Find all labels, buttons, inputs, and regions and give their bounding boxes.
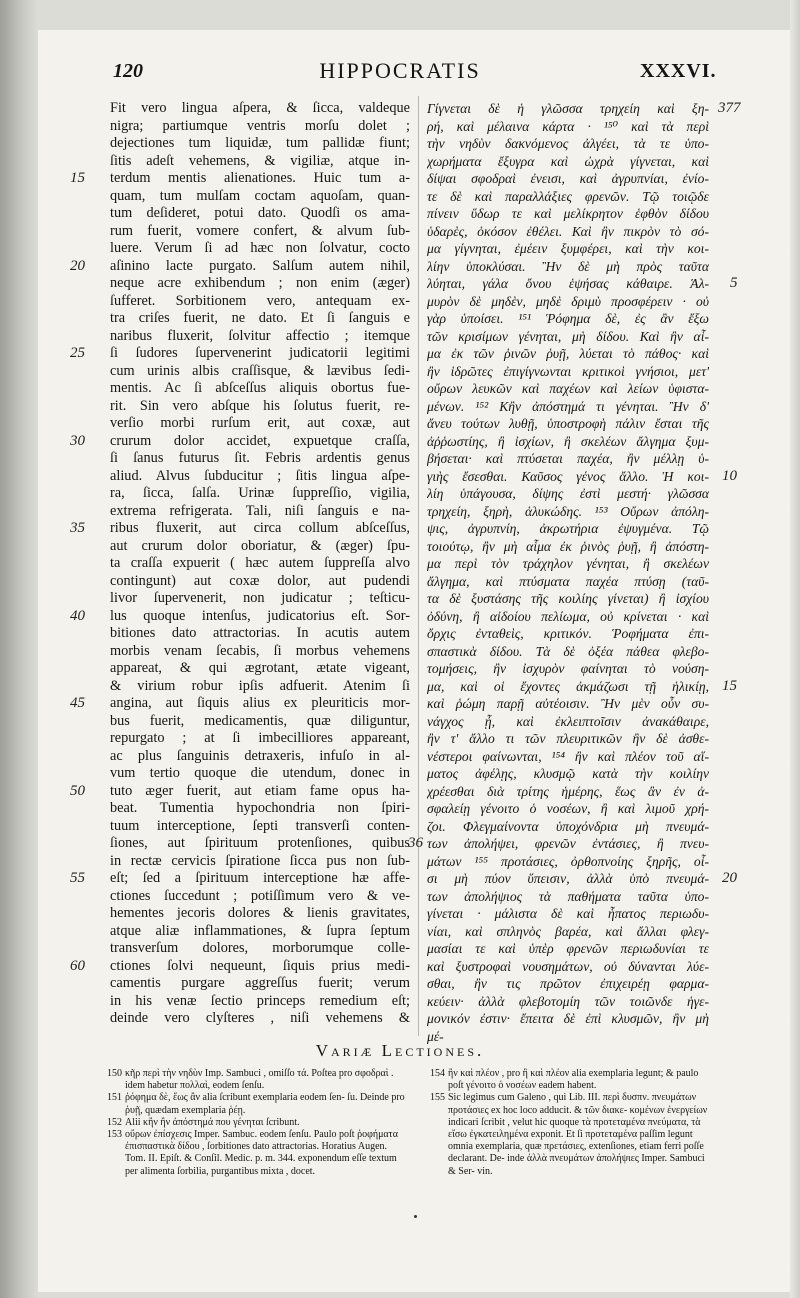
note-text: Alii κἢν ἢν ἀπόστημά που γένηται ſcribunt. [125,1116,300,1128]
greek-line: μάτων ¹⁵⁵ προτάσιες, ὀρθοπνοίης ξηρῆς, οἷ- [427,853,709,869]
variae-word: Variæ [315,1041,375,1060]
greek-line: τῶν κρισίμων γένηται, μὴ δίδου. Καὶ ἢν αἷ- [427,328,709,344]
greek-line: λύηται, γάλα ὄνου ἑψήσας κάθαιρε. Ἁλ- [427,276,709,291]
latin-line: repurgato ; at ſi imbecilliores appareant, [110,730,410,746]
latin-line: tum deſideret, potui dato. Quodſi os ama- [110,205,410,221]
greek-line: μα, καὶ οἱ ἔχοντες ἀκμάζωσι τῇ ἡλικίῃ, [427,678,709,694]
latin-column [110,100,410,1028]
greek-line: μασίαι τε καὶ ὑπὲρ φρενῶν περιωδυνίαι τε [427,941,709,956]
note-number: 153 [107,1129,122,1141]
latin-line: atque aliæ inflammationes, & ſupra ſeptum [110,922,410,939]
latin-line-number: 30 [70,432,85,449]
latin-line: tuto æger fuerit, aut etiam fame opus ha- [110,782,410,799]
latin-line: quam, tum mulſam coctam aquoſam, quan- [110,187,410,204]
section-number: XXXVI. [640,60,717,82]
greek-line: Γίγνεται δὲ ἡ γλῶσσα τρηχείη καὶ ξη- [427,101,709,116]
greek-line: τὴν νηδὺν δακνόμενος ἀλγέει, τὰ τε ὑπο- [427,136,709,151]
greek-line: νάγχος ᾖ, καὶ ἐκλειπτοῖσιν ἀνακάθαιρε, [427,713,709,729]
note-text: οὔρων ἐπίσχεσις Imper. Sambuc. eodem ſenſu. Paulo poſt ῥοφήματα ἐπισπαστικὰ δίδου , ſorbitiones dato attractorias. Horatius Augen. Tom. II. Epiſt. & Conſil. Medic. p. m. 344. exponendum eſſe textum per alimenta ſorbilia, purgantibus mixta , docet. [125,1129,398,1177]
latin-line: tuum interceptione, ſepti transverſi conten- [110,817,410,834]
greek-line: μα γίγνηται, ἐμέειν ξυμφέρει, καὶ τὴν κοι- [427,241,709,256]
greek-line-number: 5 [730,275,738,291]
latin-line: rum fuerit, vomere confert, & alvum ſub- [110,222,410,239]
latin-line-number: 40 [70,607,85,624]
greek-line: μυρὸν δὲ μηδὲν, μηδὲ δριμὺ προσφέρειν · οὐ [427,293,709,309]
greek-line-number: 377 [718,100,741,116]
variant-note [107,1129,409,1178]
greek-line: ὀδύνη, ἢ αἰδοίου πελίωμα, οὐ κρίνεται · καὶ [427,608,709,624]
latin-line: transverſum dolores, morborumque colle- [110,940,410,956]
latin-line: ra, ſicca, ſalſa. Urinæ ſuppreſſio, vigilia, [110,485,410,501]
greek-line: τε δὲ καὶ παραλλάξιες φρενῶν. Τῷ τοιῷδε [427,188,709,204]
latin-line: ſitis adeſt vehemens, & vigiliæ, atque in- [110,152,410,169]
note-number: 152 [107,1116,122,1128]
latin-line: & virium robur ipſis adfuerit. Atenim ſi [110,677,410,694]
greek-line: ψις, ἀγρυπνίη, ἀκρωτήρια ἐψυγμένα. Τῷ [427,521,709,536]
greek-column [427,100,709,1045]
latin-line: terdum mentis alienationes. Huic tum a- [110,170,410,186]
greek-line-number: 20 [722,870,737,886]
latin-line: Fit vero lingua aſpera, & ſicca, valdeque [110,100,410,116]
page-number: 120 [113,60,143,82]
page-right-edge [790,0,800,1298]
greek-line: σπαστικὰ δίδου. Τὰ δὲ ὀξέα πάθεα φλεβο- [427,643,709,659]
greek-line: νέστεροι φαίνωνται, ¹⁵⁴ ἢν καὶ πλέον τοῦ αἵ- [427,748,709,764]
latin-line: contingunt) aut coxæ dolor, aut pudendi [110,572,410,589]
greek-line: δίψαι σφοδραὶ ἐνεισι, καὶ ἀγρυπνίαι, ἐνίο- [427,171,709,186]
note-number: 155 [430,1092,445,1104]
greek-line-number: 36 [408,835,423,851]
latin-line: luere. Verum ſi ad hæc non ſolvatur, cocto [110,240,410,256]
greek-line: ἄλγημα, καὶ πτύσματα παχέα πτύσῃ (ταῦ- [427,573,709,589]
latin-line-number: 55 [70,870,85,886]
greek-line: καὶ ξυστροφαὶ νουσημάτων, οὐ δύνανται λύε- [427,958,709,974]
latin-line: bitiones dato attractorias. In acutis autem [110,625,410,641]
note-text: Sic legimus cum Galeno , qui Lib. III. περὶ δυσπν. πνευμάτων προτάσιες ex hoc loco adducit. & τῶν διακε- κομένων ἐνεργείων indicari ſcribit , velut hic quoque τὰ προτεταμένα πνεύματα, τὰ εἴσω ἐγκατειλημένα exponit. Et ſi προτεταμένα paſſim legunt omnia exemplaria, quæ πρετάσιες, extenſiones, etiam ferri poſſe declarant. De- inde ἀλλὰ πνευμάτων ἀπολήψιες Imper. Sambuci & Ser- vin. [448,1092,708,1177]
running-title: HIPPOCRATIS [319,58,481,83]
latin-line: cum urinis albis craſſisque, & lævibus ſedi- [110,362,410,379]
greek-line: μα ἐκ τῶν ῥινῶν ῥυῇ, λύεται τὸ πάθος· καὶ [427,346,709,361]
latin-line: tra criſes fuerit, ne dato. Et ſi ſanguis e [110,310,410,326]
latin-line: in his venæ ſectio princeps remedium eſt; [110,992,410,1009]
note-number: 150 [107,1068,122,1079]
notes-right-column [430,1068,712,1178]
latin-line: verſio morbi rurſum erit, aut coxæ, aut [110,415,410,431]
latin-line: ribus fluxerit, aut circa collum abſceſſus, [110,520,410,536]
greek-line: τοιούτῳ, ἢν μὴ αἷμα ἐκ ῥινὸς ῥυῇ, ἢ ἀπόστη- [427,538,709,554]
latin-line: in rectæ cervicis ſpiratione ſicca pus non ſub- [110,852,410,869]
latin-line: neque acre exhibendum ; non enim (æger) [110,275,410,291]
latin-line-number: 45 [70,695,85,711]
greek-line: μονικόν ἐστιν· ἔπειτα δὲ ἐπὶ κλυσμῶν, ἢν μὴ [427,1011,709,1026]
latin-line-number: 15 [70,170,85,186]
latin-line: ſi ſanus futurus ſit. Febris ardentis genus [110,450,410,466]
greek-line: ρή, καὶ μέλαινα κάρτα · ¹⁵⁰ καὶ τὰ περὶ [427,118,709,134]
greek-line-number: 15 [722,677,737,694]
latin-line: rit. Sin vero abſque his ſolutus fuerit, re- [110,397,410,414]
variant-note [107,1092,409,1116]
lectiones-word: Lectiones. [381,1041,485,1060]
latin-line-number: 25 [70,345,85,361]
page-header [0,58,800,88]
variant-note [107,1068,409,1092]
greek-line: σφαλείῃ γένοιτο ὁ νοσέων, ἢ καὶ λιμοῦ χρή- [427,801,709,816]
greek-line: μένων. ¹⁵² Κἢν ἀπόστημά τι γένηται. Ἢν δ' [427,398,709,414]
greek-line: βήσεται· καὶ πτύσεται παχέα, ἢν μέλλῃ ὑ- [427,451,709,466]
greek-line: μα περὶ τὸν τράχηλον γένηται, ἢ σκελέων [427,556,709,571]
latin-line: eſt; ſed a ſpirituum interceptione hæ affe- [110,870,410,886]
greek-line: χρέεσθαι διὰ τρίτης ἡμέρης, ἕως ἂν ἐν ἀ- [427,783,709,799]
latin-line: ctiones ſuccedunt ; potiſſimum vero & ve- [110,887,410,904]
latin-line-number: 60 [70,957,85,974]
greek-line: πίνειν ὕδωρ τε καὶ μελίκρητον ἑφθὸν δίδου [427,206,709,221]
greek-line: τα δὲ ξυστάσης τῆς κοιλίης γίνεται) ἢ ἰσχίου [427,591,709,606]
latin-line: ſiones, aut ſpirituum protenſiones, quibus [110,835,410,851]
greek-line: τρηχείη, ξηρὴ, ἁλυκώδης. ¹⁵³ Οὔρων ἀπόλη- [427,503,709,519]
latin-line: lus quoque intenſus, judicatorius eſt. Sor- [110,607,410,624]
latin-line: angina, aut ſiquis alius ex pleuriticis mor- [110,695,410,711]
greek-line: ἢν τ' ἄλλο τι τῶν πλευριτικῶν ἢν δὲ ἀσθε- [427,731,709,746]
greek-line: ὄρχις ἐνταθεὶς, κριτικόν. Ῥοφήματα ἐπι- [427,626,709,641]
ink-dot [414,1215,417,1218]
latin-line: hementes jecoris dolores & lienis gravitates, [110,905,410,921]
column-divider [418,96,419,1036]
page-gutter-shadow [0,0,38,1298]
latin-line: deinde vero clyſteres , niſi vehemens & [110,1010,410,1026]
note-text: κῆρ περὶ τὴν νηδὺν Imp. Sambuci , omiſſo τά. Poſtea pro σφοδραὶ . idem habetur πολλαὶ, eodem ſenſu. [125,1068,394,1092]
latin-line: nigra; partiumque ventris morſu dolet ; [110,117,410,134]
note-text: ἢν καὶ πλέον , pro ἢ καὶ πλέον alia exemplaria legunt; & paulo poſt γένοιτο ὁ νοσέων eadem habent. [448,1068,699,1092]
greek-line: ἀῤῥωστίης, ἢ ἰσχίων, ἢ σκελέων ἄλγημα ξυμ- [427,433,709,449]
latin-line: mentis. Ac ſi abſceſſus aliquis obortus fue- [110,380,410,396]
greek-line: οὔρων λευκῶν καὶ παχέων καὶ λείων ὑφιστα- [427,381,709,396]
greek-line: μέ- [427,1028,444,1044]
latin-line: ctiones ſolvi nequeunt, ſiquis prius medi- [110,957,410,974]
greek-line: των ἀπολήψει, φρενῶν ἐντάσιες, ἢ πνευ- [427,836,709,851]
variae-lectiones-heading [0,1041,800,1061]
note-number: 151 [107,1092,122,1104]
greek-line: των ἀπολήψιος τὰ παθήματα ταῦτα ὑπο- [427,888,709,904]
variant-note [430,1092,712,1177]
greek-line: κεύειν· ἀλλὰ φλεβοτομίη τῶν τοιῶνδε ἡγε- [427,993,709,1009]
note-number: 154 [430,1068,445,1079]
greek-line: σθαι, ἢν τις πρῶτον ἐπιχειρέῃ φαρμα- [427,976,709,991]
latin-line: crurum dolor accidet, expuetque craſſa, [110,432,410,449]
greek-line: σι μὴ πύον ὕπεισιν, ἀλλὰ ὑπὸ πνευμά- [427,871,709,886]
greek-line: γιὴς ἔσεσθαι. Καῦσος γένος ἄλλο. Ἡ κοι- [427,468,709,484]
latin-line: naribus fluxerit, ſolvitur affectio ; itemque [110,327,410,344]
greek-line: ζοι. Φλεγμαίνοντα ὑποχόνδρια μὴ πνευμά- [427,818,709,834]
variant-note [430,1068,712,1092]
greek-line: καὶ ῥώμη παρῇ αὐτέοισιν. Ἢν μὲν οὖν συ- [427,696,709,711]
greek-line: τομήσεις, ἢν ἰσχυρὸν φαίνηται τὸ νούση- [427,661,709,676]
greek-line: ἄνευ τούτων λυθῇ, ὑποστροφὴ πάλιν ἔσται τῆς [427,416,709,431]
latin-line: vum tertio quoque die utendum, donec in [110,765,410,781]
latin-line: livor ſupervenerit, non judicatur ; teſticu- [110,590,410,606]
greek-line: γίνεται · μάλιστα δὲ καὶ ἧπατος περιωδυ- [427,906,709,921]
latin-line: beat. Tumentia hypochondria non ſpiri- [110,800,410,816]
latin-line: bus fuerit, medicamentis, quæ diliguntur, [110,712,410,729]
latin-line: ta craſſa expuerit ( hæc autem ſuppreſſa alvo [110,555,410,571]
latin-line: morbis venam ſecabis, ſi morbus vehemens [110,642,410,659]
latin-line: extrema refrigerata. Tali, niſi ſanguis e na- [110,502,410,519]
greek-line: γὰρ ὑποίσει. ¹⁵¹ Ῥόφημα δὲ, ἐς ἂν ἔξω [427,311,709,326]
greek-line: λίην ὑποκλύσαι. Ἢν δὲ μὴ πρὸς ταῦτα [427,258,709,274]
greek-line: νίαι, καὶ σπληνὸς βαρέα, καὶ ἄλλαι φλεγ- [427,923,709,939]
latin-line-number: 20 [70,257,85,274]
latin-line: dejectiones tum liquidæ, tum pallidæ fiunt; [110,135,410,151]
greek-line-number: 10 [722,467,737,484]
latin-line: aliud. Alvus ſubducitur ; ſitis lingua aſpe- [110,467,410,484]
greek-line: ματος ἀφέλῃς, κλυσμῷ κατὰ τὴν κοιλίην [427,766,709,781]
latin-line: ac plus ſanguinis detraxeris, infuſo in al- [110,747,410,764]
latin-line: ſufferet. Sorbitionem vero, antequam ex- [110,292,410,309]
latin-line-number: 50 [70,782,85,799]
greek-line: χωρήματα ἔξυγρα καὶ ὠχρὰ γίγνεται, καὶ [427,153,709,169]
latin-line-number: 35 [70,520,85,536]
notes-left-column [107,1068,409,1178]
variant-note [107,1117,409,1129]
latin-line: camentis purgare aggreſſus fuerit; verum [110,975,410,991]
greek-line: λίη ὑπάγουσα, δίψης ἐστὶ μεστή· γλῶσσα [427,486,709,501]
note-text: ῥόφημα δὲ, ἕως ἂν alia ſcribunt exemplaria eodem ſen- ſu. Deinde pro ῥυῇ, quædam exemplaria ῥέῃ. [125,1092,405,1116]
greek-line: ἢν ἱδρῶτες ἐπιγίγνωνται κριτικοὶ γνήσιοι, μετ' [427,363,709,379]
latin-line: ſi ſudores ſupervenerint judicatorii legitimi [110,345,410,361]
latin-line: aſinino lacte purgato. Salſum autem nihil, [110,257,410,274]
latin-line: appareat, & qui ægrotant, ætate vigeant, [110,660,410,676]
latin-line: aut crurum dolor oboriatur, & (æger) ſpu- [110,537,410,554]
greek-line: ὑδαρὲς, ὁκόσον ἐθέλει. Καὶ ἢν πικρὸν τὸ σό- [427,223,709,239]
